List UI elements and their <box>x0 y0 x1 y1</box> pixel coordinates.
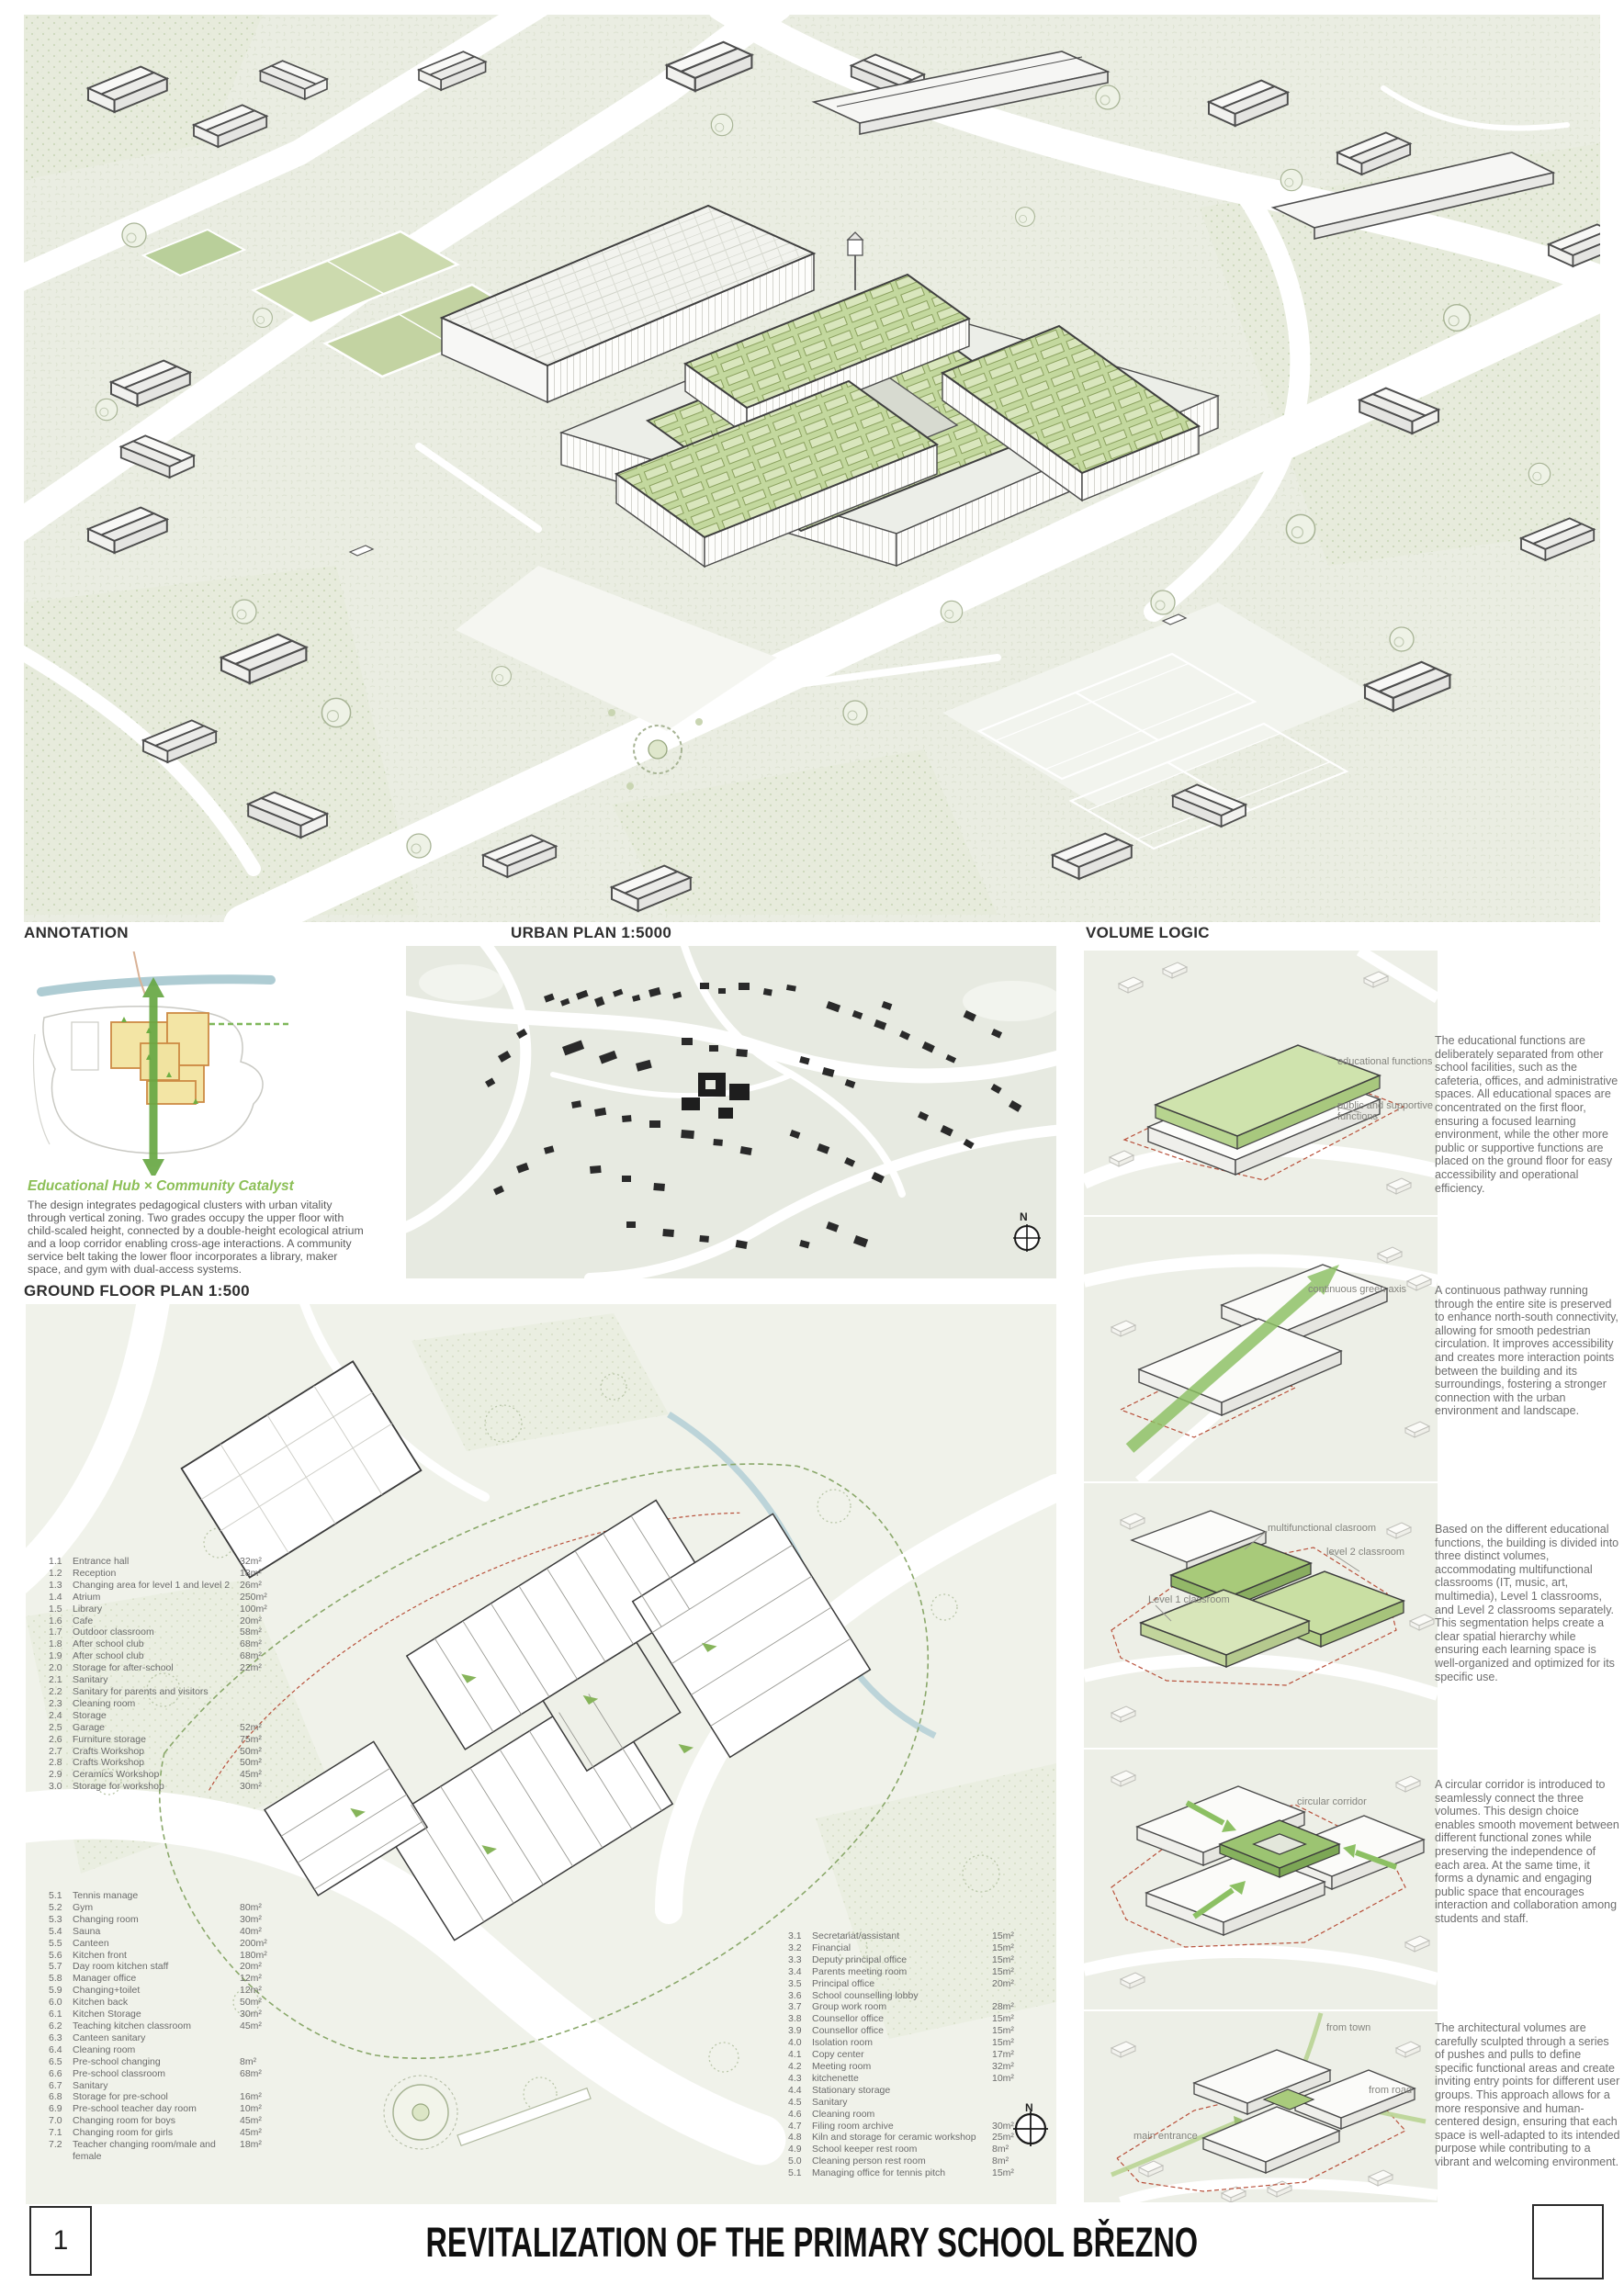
room-area: 45m² <box>240 2127 262 2139</box>
room-area: 50m² <box>240 1757 262 1769</box>
room-number: 1.8 <box>49 1638 62 1650</box>
legend-row <box>49 2103 352 2115</box>
room-number: 4.2 <box>788 2060 802 2072</box>
room-number: 5.6 <box>49 1949 62 1961</box>
room-number: 7.2 <box>49 2139 62 2151</box>
room-number: 2.7 <box>49 1745 62 1757</box>
room-area: 15m² <box>992 1941 1014 1953</box>
room-area: 28m² <box>992 2001 1014 2013</box>
legend-row <box>49 2139 352 2163</box>
room-name: Sanitary <box>73 2079 108 2091</box>
room-area: 8m² <box>992 2155 1009 2167</box>
footer-empty-box <box>1532 2204 1604 2279</box>
room-area: 20m² <box>992 1977 1014 1989</box>
label-level1-classroom: Level 1 classroom <box>1148 1594 1230 1605</box>
room-area: 20m² <box>240 1615 262 1626</box>
room-number: 4.9 <box>788 2144 802 2155</box>
room-name: Ceramics Workshop <box>73 1769 160 1781</box>
room-legend-block-2 <box>49 1890 352 2163</box>
room-area: 100m² <box>240 1603 267 1615</box>
room-name: Sauna <box>73 1925 101 1937</box>
volume-text-2: A continuous pathway running through the entire site is preserved to enhance north-south connectivity, allowing for smooth pedestrian circulation. It improves accessibility and creates more interaction points between the building and its surroundings, fostering a stronger connection with the urban environment and landscape. <box>1435 1284 1618 1418</box>
legend-row <box>788 1930 1110 1942</box>
urban-plan-header: URBAN PLAN 1:5000 <box>511 924 672 941</box>
room-number: 5.3 <box>49 1913 62 1925</box>
room-area: 30m² <box>992 2120 1014 2132</box>
legend-row <box>788 2121 1110 2133</box>
room-area: 30m² <box>240 2009 262 2020</box>
room-name: Isolation room <box>812 2037 873 2049</box>
room-area: 26m² <box>240 1579 262 1591</box>
room-name: Cleaning room <box>73 1697 136 1709</box>
room-area: 32m² <box>992 2060 1014 2072</box>
room-name: Crafts Workshop <box>73 1757 144 1769</box>
room-area: 30m² <box>240 1781 262 1793</box>
room-area: 52m² <box>240 1721 262 1733</box>
legend-row <box>49 1710 352 1722</box>
annotation-site-diagram <box>28 951 312 1176</box>
room-name: Parents meeting room <box>812 1965 908 1977</box>
room-number: 1.1 <box>49 1556 62 1567</box>
legend-row <box>49 1580 352 1592</box>
room-name: Changing room for boys <box>73 2115 176 2127</box>
room-name: Cleaning person rest room <box>812 2155 926 2167</box>
room-number: 5.9 <box>49 1985 62 1997</box>
room-number: 1.7 <box>49 1626 62 1638</box>
legend-row <box>788 1942 1110 1954</box>
label-educational-functions: educational functions <box>1337 1056 1433 1067</box>
legend-row <box>49 1769 352 1781</box>
room-name: Library <box>73 1603 103 1615</box>
room-area: 15m² <box>992 1965 1014 1977</box>
label-multifunctional-classroom: multifunctional clasroom <box>1268 1523 1376 1534</box>
room-name: Day room kitchen staff <box>73 1961 169 1973</box>
label-continuous-green-axis: continuous green axis <box>1308 1284 1407 1295</box>
room-name: Kitchen back <box>73 1997 129 2009</box>
room-name: Kitchen Storage <box>73 2009 141 2020</box>
legend-row <box>49 2020 352 2032</box>
legend-row <box>49 1961 352 1973</box>
room-area: 45m² <box>240 2115 262 2127</box>
legend-row <box>49 1950 352 1962</box>
legend-row <box>49 2056 352 2068</box>
room-area: 80m² <box>240 1901 262 1913</box>
room-number: 5.1 <box>788 2167 802 2179</box>
legend-row <box>49 2032 352 2044</box>
room-name: School counselling lobby <box>812 1989 919 2001</box>
room-name: Furniture storage <box>73 1733 146 1745</box>
room-number: 4.0 <box>788 2037 802 2049</box>
label-public-supportive-functions: public and supportive functions <box>1337 1100 1433 1122</box>
room-number: 1.5 <box>49 1603 62 1615</box>
room-name: Changing+toilet <box>73 1985 141 1997</box>
legend-row <box>49 2091 352 2103</box>
legend-row <box>49 1757 352 1769</box>
room-number: 3.2 <box>788 1941 802 1953</box>
urban-plan-map <box>406 946 1056 1278</box>
room-name: Canteen sanitary <box>73 2032 146 2043</box>
legend-row <box>49 2115 352 2127</box>
room-number: 2.0 <box>49 1662 62 1674</box>
room-number: 1.3 <box>49 1579 62 1591</box>
room-number: 5.8 <box>49 1973 62 1985</box>
label-level2-classroom: level 2 classroom <box>1326 1547 1404 1558</box>
room-area: 16m² <box>240 2091 262 2103</box>
room-name: Principal office <box>812 1977 875 1989</box>
room-name: Counsellor office <box>812 2025 885 2037</box>
room-name: Manager office <box>73 1973 137 1985</box>
room-name: School keeper rest room <box>812 2144 918 2155</box>
room-area: 15m² <box>992 1930 1014 1941</box>
room-area: 8m² <box>992 2144 1009 2155</box>
room-name: After school club <box>73 1650 144 1662</box>
axonometric-site-illustration <box>24 15 1600 922</box>
legend-row <box>788 2025 1110 2037</box>
footprint-blocks <box>111 1013 209 1104</box>
room-area: 50m² <box>240 1745 262 1757</box>
room-name: Meeting room <box>812 2060 872 2072</box>
label-from-road: from road <box>1369 2085 1413 2096</box>
room-number: 5.0 <box>788 2155 802 2167</box>
legend-row <box>49 1638 352 1650</box>
room-area: 12m² <box>240 1973 262 1985</box>
room-name: Filing room archive <box>812 2120 894 2132</box>
room-number: 6.0 <box>49 1997 62 2009</box>
legend-row <box>788 2085 1110 2097</box>
room-area: 18m² <box>240 2139 262 2151</box>
room-name: Changing area for level 1 and level 2 <box>73 1579 231 1591</box>
room-name: Gym <box>73 1901 94 1913</box>
room-area: 15m² <box>992 2167 1014 2179</box>
legend-row <box>49 1781 352 1793</box>
room-area: 45m² <box>240 1769 262 1781</box>
room-number: 6.4 <box>49 2043 62 2055</box>
urban-north-label: N <box>1020 1210 1028 1223</box>
room-number: 3.3 <box>788 1953 802 1965</box>
room-name: Sanitary <box>812 2096 848 2108</box>
room-name: Sanitary <box>73 1674 108 1686</box>
room-name: Pre-school teacher day room <box>73 2103 197 2115</box>
room-number: 2.6 <box>49 1733 62 1745</box>
room-name: Sanitary for parents and visitors <box>73 1685 209 1697</box>
legend-row <box>49 1985 352 1997</box>
legend-row <box>49 1650 352 1662</box>
volume-diagram-green-axis <box>1084 1217 1438 1481</box>
room-number: 1.6 <box>49 1615 62 1626</box>
room-name: Storage <box>73 1709 107 1721</box>
legend-row <box>788 1978 1110 1990</box>
legend-row <box>788 2144 1110 2155</box>
legend-row <box>49 1926 352 1938</box>
room-name: Financial <box>812 1941 851 1953</box>
legend-row <box>49 1698 352 1710</box>
room-area: 32m² <box>240 1556 262 1567</box>
legend-row <box>49 1686 352 1698</box>
legend-row <box>49 2080 352 2092</box>
volume-diagram-separation <box>1084 951 1438 1215</box>
room-number: 6.5 <box>49 2055 62 2067</box>
room-name: Deputy principal office <box>812 1953 908 1965</box>
room-area: 15m² <box>992 2025 1014 2037</box>
room-name: Storage for pre-school <box>73 2091 168 2103</box>
room-number: 3.7 <box>788 2001 802 2013</box>
room-number: 1.9 <box>49 1650 62 1662</box>
plan-north-label: N <box>1025 2101 1033 2114</box>
legend-row <box>49 1734 352 1746</box>
volume-text-3: Based on the different educational functions, the building is divided into three distinct volumes, accommodating multifunctional classrooms (IT, music, art, multimedia), Level 1 classrooms, and Level 2 classrooms separately. This segmentation helps create a clear spatial hierarchy while ensuring each learning space is well-organized and optimized for its specific use. <box>1435 1523 1619 1683</box>
room-name: Cleaning room <box>812 2108 875 2120</box>
legend-row <box>49 2127 352 2139</box>
volume-text-5: The architectural volumes are carefully sculpted through a series of pushes and pulls to define specific functional areas and create inviting entry points for different user groups. This approach allows for a more responsive and human-centered design, ensuring that each space is well-adapted to its intended purpose while contributing to a vibrant and welcoming environment. <box>1435 2021 1620 2168</box>
volume-text-1: The educational functions are deliberately separated from other school facilities, such as the cafeteria, offices, and administrative spaces. All educational spaces are concentrated on the first floor, ensuring a focused learning environment, while the other more public or supportive functions are placed on the ground floor for easy accessibility and operational efficiency. <box>1435 1034 1618 1195</box>
room-name: Reception <box>73 1567 117 1579</box>
legend-row <box>49 2044 352 2056</box>
room-number: 6.1 <box>49 2009 62 2020</box>
room-number: 3.9 <box>788 2025 802 2037</box>
legend-row <box>49 1674 352 1686</box>
room-area: 15m² <box>992 2013 1014 2025</box>
room-number: 3.5 <box>788 1977 802 1989</box>
room-number: 6.7 <box>49 2079 62 2091</box>
room-name: Atrium <box>73 1591 101 1603</box>
room-number: 7.0 <box>49 2115 62 2127</box>
room-number: 3.4 <box>788 1965 802 1977</box>
poster-title: REVITALIZATION OF THE PRIMARY SCHOOL BŘEZNO <box>425 2219 1199 2266</box>
room-number: 6.2 <box>49 2020 62 2032</box>
legend-row <box>788 2013 1110 2025</box>
legend-row <box>49 1662 352 1674</box>
room-number: 5.2 <box>49 1901 62 1913</box>
room-number: 5.5 <box>49 1937 62 1949</box>
volume-diagram-circular-corridor <box>1084 1750 1438 2009</box>
room-number: 3.0 <box>49 1781 62 1793</box>
room-area: 45m² <box>240 2020 262 2032</box>
room-number: 5.1 <box>49 1890 62 1901</box>
legend-row <box>788 2167 1110 2179</box>
room-area: 50m² <box>240 1997 262 2009</box>
volume-diagram-three-volumes <box>1084 1483 1438 1748</box>
room-name: Secretariat/assistant <box>812 1930 900 1941</box>
room-number: 5.4 <box>49 1925 62 1937</box>
room-name: Kitchen front <box>73 1949 127 1961</box>
room-number: 4.3 <box>788 2072 802 2084</box>
room-number: 2.5 <box>49 1721 62 1733</box>
room-name: Kiln and storage for ceramic workshop <box>812 2132 976 2144</box>
room-number: 5.7 <box>49 1961 62 1973</box>
room-name: Outdoor classroom <box>73 1626 154 1638</box>
legend-row <box>49 2009 352 2020</box>
room-number: 4.7 <box>788 2120 802 2132</box>
room-area: 17m² <box>992 2049 1014 2061</box>
room-name: Entrance hall <box>73 1556 130 1567</box>
room-area: 20m² <box>240 1961 262 1973</box>
room-name: Tennis manage <box>73 1890 139 1901</box>
room-number: 2.4 <box>49 1709 62 1721</box>
legend-row <box>49 1568 352 1580</box>
room-number: 2.2 <box>49 1685 62 1697</box>
legend-row <box>788 2109 1110 2121</box>
legend-row <box>788 2073 1110 2085</box>
room-name: Teacher changing room/male and female <box>73 2139 216 2162</box>
room-number: 6.9 <box>49 2103 62 2115</box>
room-number: 3.1 <box>788 1930 802 1941</box>
label-circular-corridor: circular corridor <box>1297 1796 1367 1807</box>
legend-row <box>788 1954 1110 1966</box>
room-area: 22m² <box>240 1662 262 1674</box>
legend-row <box>49 1997 352 2009</box>
legend-row <box>788 2049 1110 2061</box>
legend-row <box>49 1746 352 1758</box>
room-area: 10m² <box>240 2103 262 2115</box>
room-number: 2.9 <box>49 1769 62 1781</box>
room-name: Stationary storage <box>812 2084 891 2096</box>
legend-row <box>49 1938 352 1950</box>
room-number: 1.4 <box>49 1591 62 1603</box>
legend-row <box>788 2132 1110 2144</box>
room-area: 75m² <box>240 1733 262 1745</box>
room-name: Storage for workshop <box>73 1781 164 1793</box>
room-area: 200m² <box>240 1937 267 1949</box>
room-area: 18m² <box>240 1567 262 1579</box>
legend-row <box>788 1966 1110 1978</box>
volume-diagram-entries <box>1084 2011 1438 2202</box>
room-number: 4.8 <box>788 2132 802 2144</box>
page-number: 1 <box>52 2225 69 2256</box>
ground-floor-plan-header: GROUND FLOOR PLAN 1:500 <box>24 1282 250 1300</box>
room-name: Managing office for tennis pitch <box>812 2167 946 2179</box>
label-from-town: from town <box>1326 2022 1371 2033</box>
room-name: Pre-school classroom <box>73 2067 165 2079</box>
room-area: 40m² <box>240 1925 262 1937</box>
volume-text-4: A circular corridor is introduced to seamlessly connect the three volumes. This design choice enables smooth movement between different functional zones while preserving the independence of each area. At the same time, it forms a dynamic and engaging public space that encourages interaction and collaboration among students and staff. <box>1435 1778 1619 1925</box>
legend-row <box>49 1604 352 1615</box>
room-area: 68m² <box>240 2067 262 2079</box>
room-name: Group work room <box>812 2001 887 2013</box>
room-area: 58m² <box>240 1626 262 1638</box>
annotation-header: ANNOTATION <box>24 924 129 941</box>
annotation-body: The design integrates pedagogical clusters with urban vitality through vertical zoning. Two grades occupy the upper floor with child-scaled height, connected by a double-height ecological atrium and a loop corridor enabling cross-age interactions. A community service belt taking the lower floor incorporates a library, maker space, and gym with dual-access systems. <box>28 1199 364 1276</box>
room-number: 3.8 <box>788 2013 802 2025</box>
room-number: 7.1 <box>49 2127 62 2139</box>
legend-row <box>49 1722 352 1734</box>
room-area: 30m² <box>240 1913 262 1925</box>
room-area: 180m² <box>240 1949 267 1961</box>
room-name: Changing room <box>73 1913 139 1925</box>
legend-row <box>788 2037 1110 2049</box>
legend-row <box>49 1615 352 1627</box>
room-name: Teaching kitchen classroom <box>73 2020 191 2032</box>
room-number: 2.1 <box>49 1674 62 1686</box>
room-number: 6.3 <box>49 2032 62 2043</box>
room-area: 10m² <box>992 2072 1014 2084</box>
label-main-entrance: main entrance <box>1133 2131 1198 2142</box>
legend-row <box>49 1902 352 1914</box>
room-name: Cafe <box>73 1615 94 1626</box>
legend-row <box>49 1626 352 1638</box>
legend-row <box>49 1592 352 1604</box>
legend-row <box>49 1973 352 1985</box>
room-number: 1.2 <box>49 1567 62 1579</box>
room-area: 8m² <box>240 2055 257 2067</box>
room-area: 68m² <box>240 1638 262 1650</box>
room-legend-block-1 <box>49 1556 352 1793</box>
room-number: 4.1 <box>788 2049 802 2061</box>
room-name: Canteen <box>73 1937 109 1949</box>
room-legend-block-3 <box>788 1930 1110 2179</box>
room-name: Counsellor office <box>812 2013 885 2025</box>
legend-row <box>788 2001 1110 2013</box>
room-number: 2.3 <box>49 1697 62 1709</box>
room-name: kitchenette <box>812 2072 859 2084</box>
room-name: After school club <box>73 1638 144 1650</box>
room-area: 15m² <box>992 2037 1014 2049</box>
room-number: 4.5 <box>788 2096 802 2108</box>
room-area: 68m² <box>240 1650 262 1662</box>
legend-row <box>49 2068 352 2080</box>
room-number: 4.4 <box>788 2084 802 2096</box>
room-number: 6.8 <box>49 2091 62 2103</box>
room-number: 4.6 <box>788 2108 802 2120</box>
legend-row <box>49 1914 352 1926</box>
room-name: Copy center <box>812 2049 864 2061</box>
room-name: Cleaning room <box>73 2043 136 2055</box>
room-area: 25m² <box>992 2132 1014 2144</box>
room-number: 3.6 <box>788 1989 802 2001</box>
room-name: Garage <box>73 1721 106 1733</box>
legend-row <box>788 1990 1110 2002</box>
legend-row <box>788 2061 1110 2073</box>
annotation-subtitle: Educational Hub × Community Catalyst <box>28 1178 294 1194</box>
room-name: Pre-school changing <box>73 2055 161 2067</box>
legend-row <box>788 2097 1110 2109</box>
volume-logic-header: VOLUME LOGIC <box>1086 924 1210 941</box>
room-area: 15m² <box>992 1953 1014 1965</box>
room-area: 250m² <box>240 1591 267 1603</box>
room-name: Crafts Workshop <box>73 1745 144 1757</box>
legend-row <box>49 1890 352 1902</box>
room-area: 12m² <box>240 1985 262 1997</box>
legend-row <box>49 1556 352 1568</box>
room-number: 2.8 <box>49 1757 62 1769</box>
legend-row <box>788 2155 1110 2167</box>
room-name: Storage for after-school <box>73 1662 174 1674</box>
room-number: 6.6 <box>49 2067 62 2079</box>
room-name: Changing room for girls <box>73 2127 174 2139</box>
